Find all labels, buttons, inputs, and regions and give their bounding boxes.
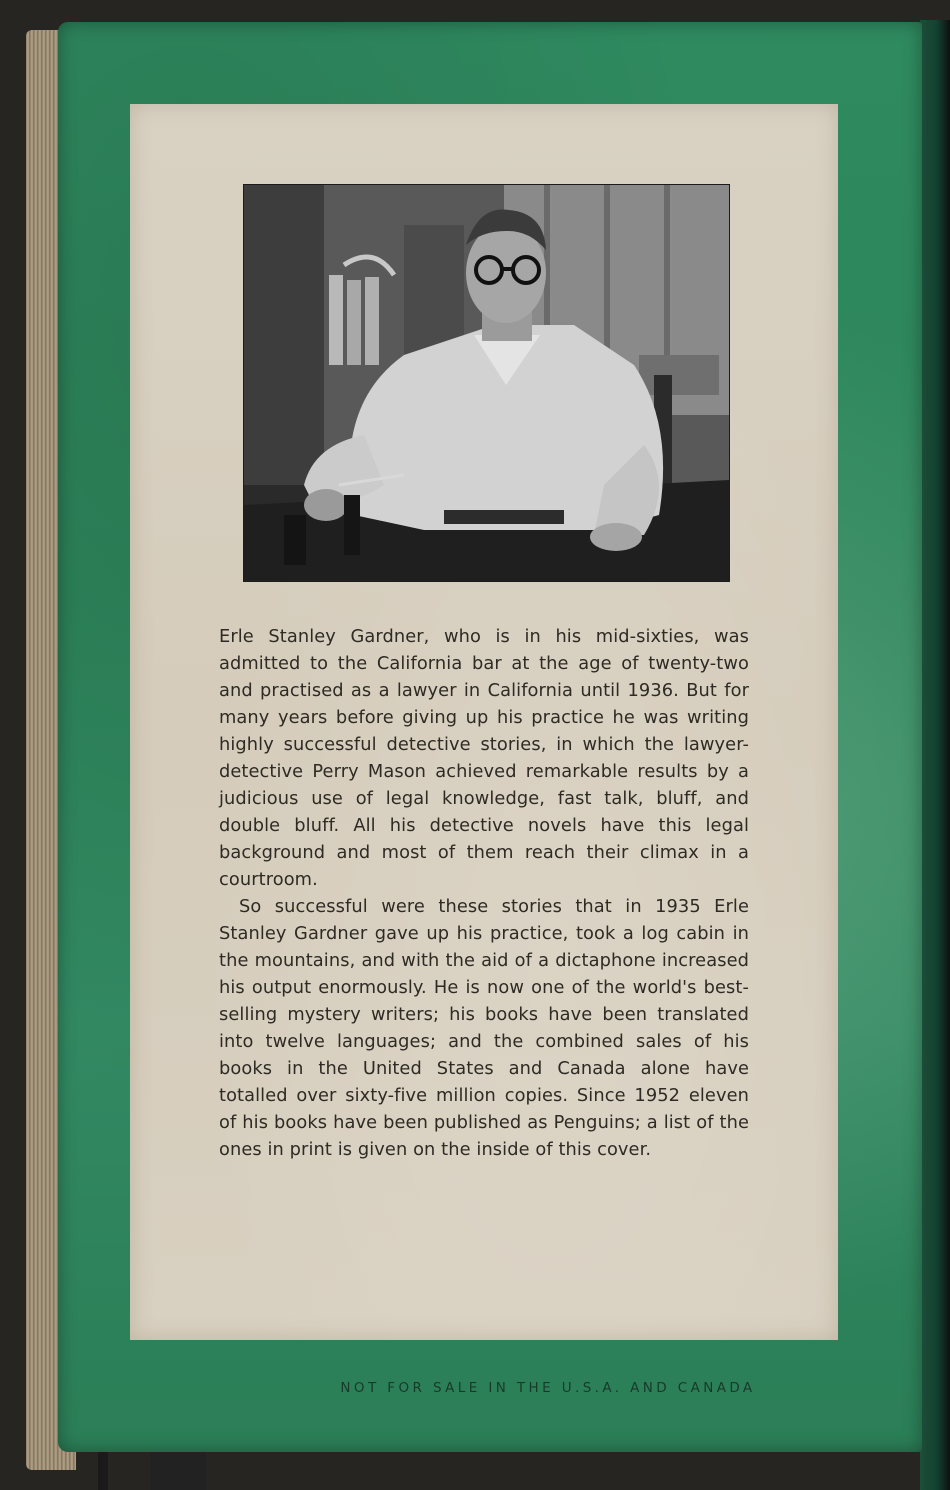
bio-paragraph-2: So successful were these stories that in 1935 Erle Stanley Gardner gave up his practice, took a log cabin in the mountains, and with the aid of a dictaphone increased his output enormously. He is now one of the world's best-selling mystery writers; his books have been translated into twelve languages; and the combined sales of his books in the United States and Canada alone have totalled over sixty-five million copies. Since 1952 eleven of his books have been published as Penguins; a list of the ones in print is given on the inside of this cover. [219,896,749,1160]
bookmark-ribbon [98,1452,108,1490]
back-cover [58,22,922,1452]
cream-text-panel [130,104,838,1340]
bookmark-ribbon-wide [150,1452,206,1490]
author-biography [219,623,749,1163]
adjacent-book-edge [920,20,950,1490]
author-photo-illustration [244,185,729,581]
sale-restriction-notice: NOT FOR SALE IN THE U.S.A. AND CANADA [340,1380,756,1396]
author-photo [244,185,729,581]
bio-paragraph-1: Erle Stanley Gardner, who is in his mid-sixties, was admitted to the California bar at the age of twenty-two and practised as a lawyer in California until 1936. But for many years before giving up his practice he was writing highly successful detective stories, in which the lawyer-detective Perry Mason achieved remarkable results by a judicious use of legal knowledge, fast talk, bluff, and double bluff. All his detective novels have this legal background and most of them reach their climax in a courtroom. [219,626,749,890]
